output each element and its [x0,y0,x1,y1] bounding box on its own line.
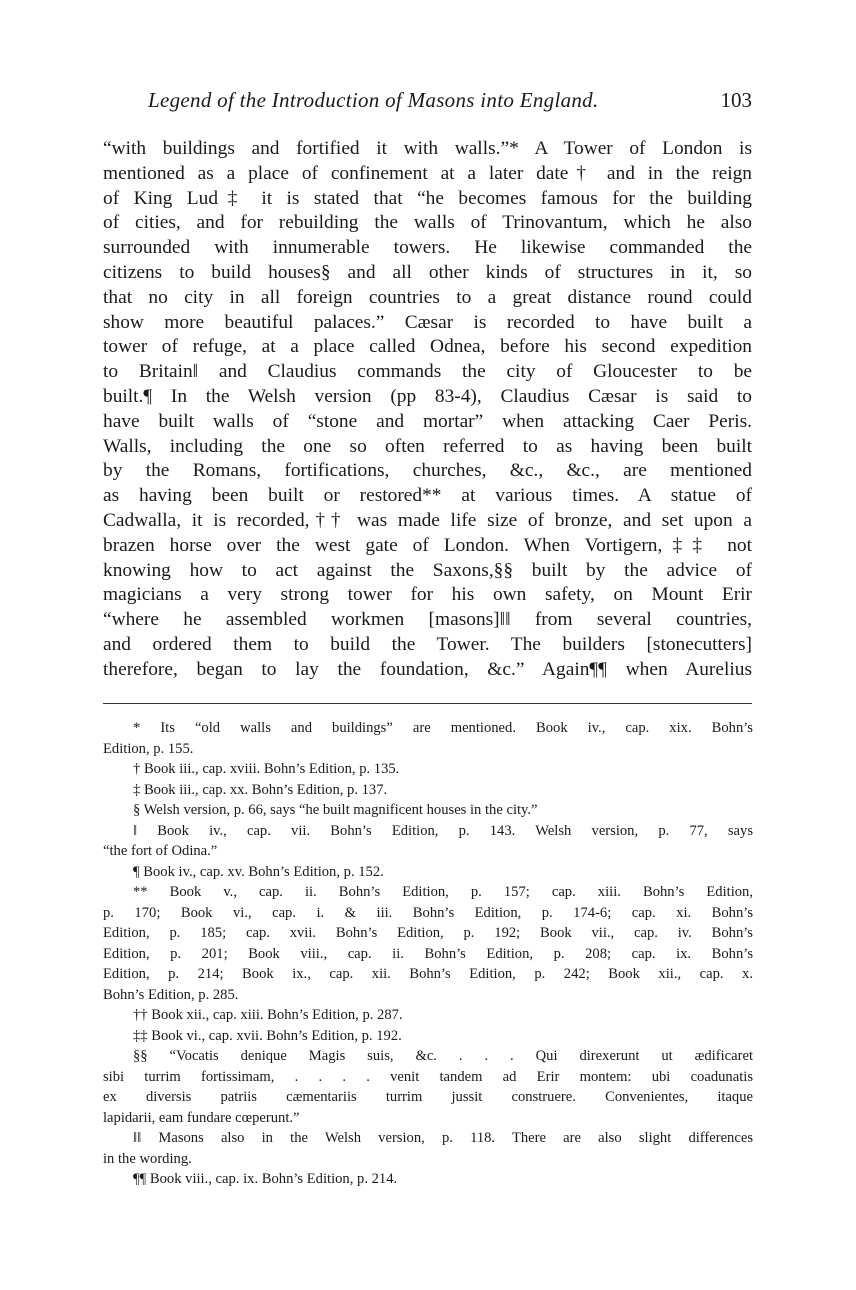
body-line: by the Romans, fortifications, churches, &c., &c., are mentioned [103,460,752,482]
body-line: show more beautiful palaces.” Cæsar is recorded to have built a [103,311,752,333]
body-line: Cadwalla, it is recorded,†† was made life size of bronze, and set upon a [103,509,752,531]
body-line: “with buildings and fortified it with walls.”* A Tower of London is [103,138,752,159]
footnote-line: * Its “old walls and buildings” are mentioned. Book iv., cap. xix. Bohn’s [133,720,753,736]
footnote-line: Edition, p. 155. [103,740,194,757]
body-line: of cities, and for rebuilding the walls of Trinovantum, which he also [103,212,752,234]
footnote-line: ‡ Book iii., cap. xx. Bohn’s Edition, p. 137. [133,781,388,798]
footnote-line: † Book iii., cap. xviii. Bohn’s Edition, p. 135. [133,761,400,777]
footnote-line: ** Book v., cap. ii. Bohn’s Edition, p. 157; cap. xiii. Bohn’s Edition, [133,884,753,900]
footnote-line: § Welsh version, p. 66, says “he built magnificent houses in the city.” [133,802,538,818]
body-line: of King Lud‡ it is stated that “he becomes famous for the building [103,187,752,209]
body-line: to Britain‖ and Claudius commands the city of Gloucester to be [103,361,752,383]
body-line: that no city in all foreign countries to a great distance round could [103,286,752,308]
footnote-line: in the wording. [103,1150,192,1167]
footnote-line: ¶¶ Book viii., cap. ix. Bohn’s Edition, p. 214. [133,1171,398,1187]
body-line: and ordered them to build the Tower. The builders [stonecutters] [103,633,752,655]
body-line: brazen horse over the west gate of London. When Vortigern,‡‡ not [103,534,752,556]
body-line: surrounded with innumerable towers. He likewise commanded the [103,237,752,259]
footnote-line: p. 170; Book vi., cap. i. & iii. Bohn’s Edition, p. 174-6; cap. xi. Bohn’s [103,904,753,921]
footnote-line: ‖ Book iv., cap. vii. Bohn’s Edition, p. 143. Welsh version, p. 77, says [133,822,753,839]
body-line: magicians a very strong tower for his own safety, on Mount Erir [103,584,752,606]
footnote-line: ‖‖ Masons also in the Welsh version, p. 118. There are also slight differences [133,1130,753,1146]
page-header [148,88,752,118]
footnote-line: §§ “Vocatis denique Magis suis, &c. . . . Qui direxerunt ut ædificaret [133,1048,753,1064]
body-line: have built walls of “stone and mortar” when attacking Caer Peris. [103,410,752,432]
body-line: “where he assembled workmen [masons]‖‖ from several countries, [103,609,752,631]
body-line: knowing how to act against the Saxons,§§ built by the advice of [103,559,752,581]
footnote-line: ‡‡ Book vi., cap. xvii. Bohn’s Edition, p. 192. [133,1027,402,1044]
body-line: therefore, began to lay the foundation, &c.” Again¶¶ when Aurelius [103,658,752,680]
body-text [103,137,752,683]
footnote-line: ex diversis patriis cæmentariis turrim jussit construere. Convenientes, itaque [103,1089,753,1105]
footnote-line: Edition, p. 201; Book viii., cap. ii. Bohn’s Edition, p. 208; cap. ix. Bohn’s [103,945,753,962]
body-line: built.¶ In the Welsh version (pp 83-4), Claudius Cæsar is said to [103,385,752,407]
body-line: Walls, including the one so often referred to as having been built [103,435,752,457]
footnote-line: Edition, p. 214; Book ix., cap. xii. Bohn’s Edition, p. 242; Book xii., cap. x. [103,966,753,982]
body-line: as having been built or restored** at various times. A statue of [103,485,752,507]
footnote-line: “the fort of Odina.” [103,843,218,859]
body-line: tower of refuge, at a place called Odnea, before his second expedition [103,336,752,358]
footnote-divider [103,703,752,704]
page-number: 103 [720,88,752,112]
footnote-line: ¶ Book iv., cap. xv. Bohn’s Edition, p. 152. [133,863,384,880]
running-title: Legend of the Introduction of Masons into England. [148,88,599,112]
body-line: citizens to build houses§ and all other kinds of structures in it, so [103,261,752,283]
footnote-line: sibi turrim fortissimam, . . . . venit tandem ad Erir montem: ubi coadunatis [103,1068,753,1085]
footnote-line: Edition, p. 185; cap. xvii. Bohn’s Edition, p. 192; Book vii., cap. iv. Bohn’s [103,925,753,941]
footnote-line: lapidarii, eam fundare cœperunt.” [103,1109,300,1126]
body-line: mentioned as a place of confinement at a later date† and in the reign [103,162,752,184]
footnotes [103,718,753,1190]
footnote-line: †† Book xii., cap. xiii. Bohn’s Edition, p. 287. [133,1007,403,1023]
footnote-line: Bohn’s Edition, p. 285. [103,986,239,1003]
